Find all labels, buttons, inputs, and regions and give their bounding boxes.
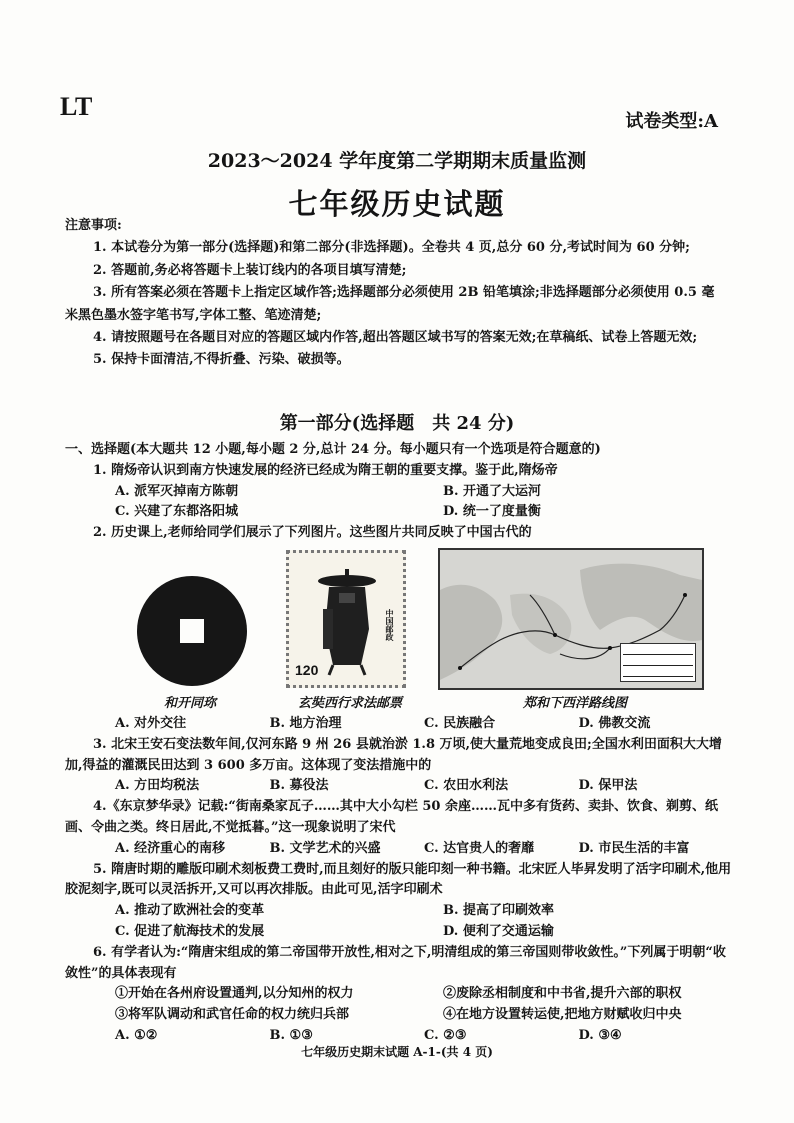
q4-option-a: A. 经济重心的南移 — [115, 840, 226, 856]
q6-item-1: ①开始在各州府设置通判,以分知州的权力 — [115, 986, 354, 1002]
note-item: 2. 答题前,务必将答题卡上装订线内的各项目填写清楚; — [93, 262, 407, 278]
q3-option-d: D. 保甲法 — [578, 778, 638, 794]
q3-stem: 3. 北宋王安石变法数年间,仅河东路 9 州 26 县就治淤 1.8 万顷,使大量荒地变成良田;全国水利田面积大大增加,得益的灌溉民田达到 3 600 多万亩。这体现了变法措施中的 — [65, 736, 722, 773]
q2-option-b: B. 地方治理 — [269, 715, 342, 731]
page-footer: 七年级历史期末试题 A-1-(共 4 页) — [301, 1045, 493, 1059]
q1-option-c: C. 兴建了东都洛阳城 — [115, 504, 239, 520]
note-item: 1. 本试卷分为第一部分(选择题)和第二部分(非选择题)。全卷共 4 页,总分 60 分,考试时间为 60 分钟; — [93, 240, 690, 256]
map-legend — [620, 643, 696, 682]
paper-mark: LT — [60, 92, 93, 121]
q2-option-a: A. 对外交往 — [115, 715, 187, 731]
q5-stem: 5. 隋唐时期的雕版印刷术刻板费工费时,而且刻好的版只能印刻一种书籍。北宋匠人毕昇发明了活字印刷术,他用胶泥刻字,既可以灵活拆开,又可以再次排版。由此可见,活字印刷术 — [65, 861, 732, 898]
note-item: 3. 所有答案必须在答题卡上指定区域作答;选择题部分必须使用 2B 铅笔填涂;非选择题部分必须使用 0.5 毫米黑色墨水签字笔书写,字体工整、笔迹清楚; — [65, 285, 715, 323]
caption-map: 郑和下西洋路线图 — [522, 695, 627, 711]
q2-stem: 2. 历史课上,老师给同学们展示了下列图片。这些图片共同反映了中国古代的 — [93, 525, 532, 541]
notes-section — [65, 215, 725, 372]
stamp-value: 120 — [295, 662, 319, 679]
q6-item-2: ②废除丞相制度和中书省,提升六部的职权 — [443, 986, 682, 1002]
section-heading: 一、选择题(本大题共 12 小题,每小题 2 分,总计 24 分。每小题只有一个选项是符合题意的) — [65, 442, 601, 457]
notes-heading: 注意事项: — [65, 218, 122, 233]
q5-option-d: D. 便利了交通运输 — [443, 923, 554, 939]
q6-item-4: ④在地方设置转运使,把地方财赋收归中央 — [443, 1007, 682, 1023]
part1-title: 第一部分(选择题 共 24 分) — [279, 413, 515, 434]
q2-option-c: C. 民族融合 — [424, 715, 496, 731]
coin-hole — [180, 619, 204, 643]
q4-option-c: C. 达官贵人的奢靡 — [424, 840, 535, 856]
q1-option-d: D. 统一了度量衡 — [443, 504, 541, 520]
exam-title: 2023～2024 学年度第二学期期末质量监测 — [207, 150, 587, 172]
q4-stem: 4.《东京梦华录》记载:“街南桑家瓦子……其中大小勾栏 50 余座……瓦中多有货药、卖卦、饮食、剃剪、纸画、令曲之类。终日居此,不觉抵暮。”这一现象说明了宋代 — [65, 799, 718, 835]
monk-figure — [317, 569, 377, 677]
caption-coin: 和开同珎 — [163, 695, 216, 711]
q3-option-c: C. 农田水利法 — [424, 778, 509, 794]
stamp-country-text: 中国邮政 — [385, 608, 394, 641]
q1-stem: 1. 隋炀帝认识到南方快速发展的经济已经成为隋王朝的重要支撑。鉴于此,隋炀帝 — [93, 462, 558, 478]
q6-items — [65, 984, 733, 1026]
q6-item-3: ③将军队调动和武官任命的权力统归兵部 — [115, 1007, 350, 1023]
q5-option-b: B. 提高了印刷效率 — [443, 903, 555, 919]
route-map-image — [438, 548, 704, 690]
q6-option-a: A. ①② — [115, 1027, 158, 1043]
exam-subtitle: 七年级历史试题 — [288, 187, 506, 221]
questions-section — [65, 440, 733, 1047]
q2-images — [65, 544, 733, 714]
q4-option-b: B. 文学艺术的兴盛 — [269, 840, 381, 856]
note-item: 5. 保持卡面清洁,不得折叠、污染、破损等。 — [93, 352, 350, 368]
q2-option-d: D. 佛教交流 — [578, 715, 651, 731]
q6-option-c: C. ②③ — [424, 1027, 467, 1043]
q2-options — [65, 714, 733, 735]
q1-option-b: B. 开通了大运河 — [443, 483, 542, 499]
q5-option-a: A. 推动了欧洲社会的变革 — [115, 903, 265, 919]
stamp-image — [286, 550, 406, 688]
q1-option-a: A. 派军灭掉南方陈朝 — [115, 483, 239, 499]
q5-options — [65, 901, 733, 943]
caption-stamp: 玄奘西行求法邮票 — [297, 695, 402, 711]
q3-option-a: A. 方田均税法 — [115, 778, 200, 794]
q4-option-d: D. 市民生活的丰富 — [578, 840, 690, 856]
q6-option-b: B. ①③ — [269, 1027, 313, 1043]
q3-option-b: B. 募役法 — [269, 778, 329, 794]
q6-stem: 6. 有学者认为:“隋唐宋组成的第二帝国带开放性,相对之下,明清组成的第三帝国则带收敛性。”下列属于明朝“收敛性”的具体表现有 — [65, 944, 726, 981]
coin-image — [137, 576, 247, 686]
note-item: 4. 请按照题号在各题目对应的答题区域内作答,超出答题区域书写的答案无效;在草稿纸、试卷上答题无效; — [93, 330, 698, 346]
q3-options — [65, 776, 733, 797]
q4-options — [65, 839, 733, 860]
q1-options — [65, 482, 733, 524]
q6-option-d: D. ③④ — [578, 1027, 622, 1043]
q5-option-c: C. 促进了航海技术的发展 — [115, 923, 265, 939]
paper-type: 试卷类型:A — [625, 111, 718, 132]
